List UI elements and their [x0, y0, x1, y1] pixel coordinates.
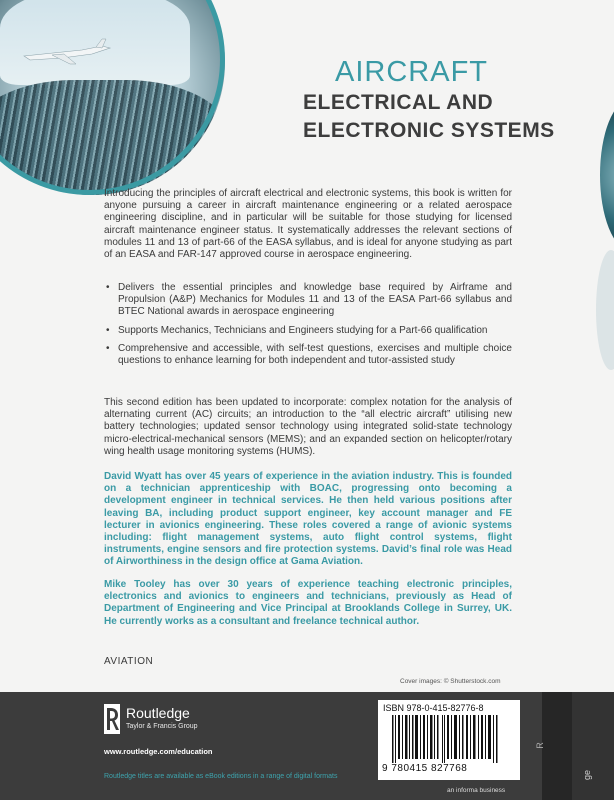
feature-text: Comprehensive and accessible, with self-test questions, exercises and multiple choice questions to enhance learning for both independent and tutor-assisted study: [118, 342, 512, 367]
feature-list-item: [104, 282, 512, 319]
publisher-name: Routledge: [126, 705, 190, 721]
feature-list: [104, 282, 512, 373]
cover-image-credit: Cover images: © Shutterstock.com: [400, 678, 501, 685]
edition-note: This second edition has been updated to incorporate: complex notation for the analysis of alternating current (AC) circuits; an introduction to the “all electric aircraft” utilising new battery technologies; updated sensor technology using integrated solid-state technology micro-electrical-mechanical sensors (MEMS); and an expanded section on helicopter/rotary wing health usage monitoring systems (HUMS).: [104, 397, 512, 457]
informa-tagline: an informa business: [447, 787, 506, 794]
feature-list-item: [104, 325, 512, 337]
spine-label: R: [534, 741, 545, 749]
routledge-logo-icon: [104, 704, 120, 734]
book-subtitle-line2: ELECTRONIC SYSTEMS: [303, 119, 555, 142]
subject-category: AVIATION: [104, 656, 154, 667]
feature-list-item: [104, 343, 512, 367]
ebook-availability-note: Routledge titles are available as eBook editions in a range of digital formats: [104, 773, 338, 780]
decorative-arc-image: [600, 100, 614, 250]
barcode-number: 9 780415 827768: [382, 763, 468, 774]
publisher-footer: [0, 692, 614, 800]
publisher-url[interactable]: www.routledge.com/education: [104, 747, 213, 756]
feature-text: Supports Mechanics, Technicians and Engineers studying for a Part-66 qualification: [118, 324, 488, 336]
spine-edge-text: ge: [582, 769, 593, 781]
feature-text: Delivers the essential principles and knowledge base required by Airframe and Propulsion (A&P) Mechanics for Modules 11 and 13 of the EASA Part-66 syllabus and BTEC National awards in aerospace engineering: [118, 282, 512, 318]
decorative-arc-shadow: [596, 250, 614, 370]
author-bio-wyatt: David Wyatt has over 45 years of experience in the aviation industry. This is founded on a technician apprenticeship with BOAC, progressing onto becoming a development engineer in technical services. He then held various positions after leaving BA, including product support engineer, key account manager and FE lecturer in avionics engineering. These roles covered a range of avionic systems including: flight management systems, auto flight control systems, flight instruments, engine sensors and fire protection systems. David’s final role was Head of Airworthiness in the design office at Gama Aviation.: [104, 471, 512, 568]
isbn-text: ISBN 978-0-415-82776-8: [383, 703, 484, 713]
author-bio-tooley: Mike Tooley has over 30 years of experience teaching electronic principles, electronics and avionics to engineers and technicians, previously as Head of Department of Engineering and Vice Principal at Brooklands College in Surrey, UK. He currently works as a consultant and freelance technical author.: [104, 579, 512, 627]
publisher-group: Taylor & Francis Group: [126, 723, 198, 730]
book-subtitle-line1: ELECTRICAL AND: [303, 91, 494, 114]
book-title: AIRCRAFT: [335, 56, 488, 88]
bullet-icon: •: [106, 324, 110, 336]
barcode-panel: [378, 700, 520, 780]
bullet-icon: •: [106, 282, 110, 293]
spine-strip: [542, 692, 572, 800]
intro-paragraph: Introducing the principles of aircraft electrical and electronic systems, this book is written for anyone pursuing a career in aircraft maintenance engineering or a related aerospace engineering discipline, and in particular will be suitable for those studying for licensed aircraft maintenance engineer status. It systematically addresses the relevant sections of modules 11 and 13 of part-66 of the EASA syllabus, and is ideal for anyone studying as part of an EASA and FAR-147 approved course in aerospace engineering.: [104, 188, 512, 261]
barcode-icon: [382, 715, 516, 763]
bullet-icon: •: [106, 342, 110, 354]
spine-edge: [572, 692, 614, 800]
